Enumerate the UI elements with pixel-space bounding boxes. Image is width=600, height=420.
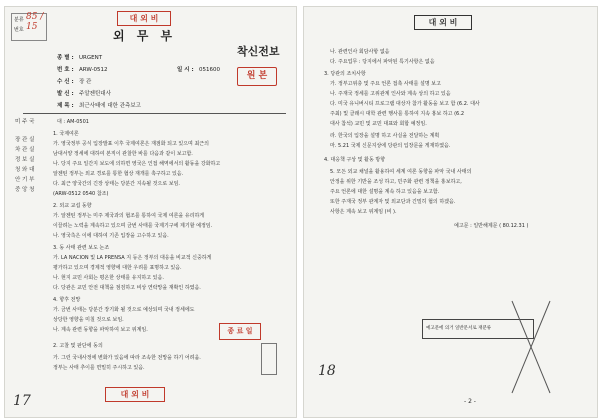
handwritten-page-number: 17 xyxy=(13,393,31,409)
header-subject xyxy=(57,101,141,109)
classified-stamp-top: 대 외 비 xyxy=(117,11,171,26)
body-line: 다. 최근 양국간의 긴장 상태는 당분간 지속될 것으로 보임. xyxy=(53,181,180,187)
subject-value: 최근사태에 대한 관측보고 xyxy=(79,103,141,109)
right-body-line: 5. 모든 외교 채널을 활용하여 세계 여론 동향을 파악 국내 사태의 xyxy=(330,169,472,175)
telegram-title: 착신전보 xyxy=(237,45,280,58)
priority-label: 종 별 : xyxy=(57,55,74,61)
classified-stamp-bottom: 대 외 비 xyxy=(105,387,165,402)
expiry-stamp: 종 료 일 xyxy=(219,323,261,340)
body-line: (ARW-0512 0540 참조) xyxy=(53,191,109,197)
ministry-title: 외 무 부 xyxy=(113,29,177,43)
right-body-line: 4. 대응책 구상 및 활동 방향 xyxy=(324,157,386,163)
body-line: 1. 국제여론 xyxy=(53,131,79,137)
classification-corner-box xyxy=(11,13,47,41)
cross-out-mark xyxy=(510,297,552,397)
right-body-line: 또한 주재국 정부 관계자 및 외교단과 긴밀히 협의 하겠음. xyxy=(330,199,456,205)
date-value: 051600 xyxy=(199,67,220,73)
body-line: 나. 계속 관련 동향을 파악하여 보고 위계임. xyxy=(53,327,148,333)
body-line: 알젠틴 정부는 외교 경로를 통한 협상 재개를 촉구하고 있음. xyxy=(53,171,184,177)
body-line: 나. 영국측은 이에 대하여 기존 입장을 고수하고 있음. xyxy=(53,233,169,239)
left-page xyxy=(4,6,297,418)
margin-label-2: 장 관 실 xyxy=(15,137,35,143)
header-from xyxy=(57,89,111,97)
declassification-note: 예고문 : 일반해제문 ( 80.12.31 ) xyxy=(454,223,529,229)
handwritten-page-number-right: 18 xyxy=(318,363,336,379)
number-label: 번 호 : xyxy=(57,67,74,73)
to-value: 장 관 xyxy=(79,79,92,85)
right-body-line: 라. 한국의 입장을 설명 하고 사실을 전달하는 계획 xyxy=(330,133,440,139)
corner-line-2: 번호 xyxy=(14,27,24,33)
right-body-line: 다. 주요업무 : 당지에서 파악된 특기사항은 없음 xyxy=(330,59,435,65)
body-line: 이끌려는 노력을 계속하고 있으며 금번 사태를 국제기구에 제기할 예정임. xyxy=(53,223,213,229)
right-body-line: 마. 5.21 국제 신문지상에 당관의 입장문을 게재하였음. xyxy=(330,143,451,149)
right-body-line: 주요 언론에 대한 설명을 계속 하고 있음을 보고함. xyxy=(330,189,440,195)
right-body-line: 다. 미국 유니버시티 프로그램 대상자 참가 활동을 보고 함 (6.2. 대사 xyxy=(330,101,480,107)
body-line: 가. 영국정부 공식 입장발표 이후 국제여론은 재점화 되고 있으며 최근의 xyxy=(53,141,209,147)
right-body-line: 안정을 위한 기반을 조성 하고, 민주화 관련 정책을 홍보하고, xyxy=(330,179,462,185)
body-line: 가. LA NACION 및 LA PRENSA 지 등은 정부의 대응을 비교적 신중하게 xyxy=(53,255,212,261)
subject-label: 제 목 : xyxy=(57,103,74,109)
classified-stamp-top-right: 대 외 비 xyxy=(414,15,472,30)
from-value: 주알젠틴대사 xyxy=(79,91,111,97)
right-body-line: 대사 참석) 교민 및 교민 대표와 회합 예정임. xyxy=(330,121,427,127)
body-line: 가. 금번 사태는 당분간 장기화 될 것으로 예상되며 국내 정세에도 xyxy=(53,307,195,313)
body-line: 3. 동 사태 관련 보도 논조 xyxy=(53,245,110,251)
body-line: 다. 당관은 교민 안전 대책을 점검하고 비상 연락망을 재확인 하였음. xyxy=(53,285,201,291)
right-body-line: 나. 주재국 정세를 고위관계 인사와 계속 상의 하고 있음 xyxy=(330,91,451,97)
margin-label-6: 안 기 부 xyxy=(15,177,35,183)
reclassification-text: 예고문에 의거 일반문서로 재분류 xyxy=(426,326,492,331)
body-line: 나. 현지 교민 사회는 평온한 상태를 유지하고 있음. xyxy=(53,275,164,281)
margin-label-7: 중 앙 청 xyxy=(15,187,35,193)
body-line: 가. 알젠틴 정부는 미주 제국과의 협조를 통하여 국제 여론을 유리하게 xyxy=(53,213,205,219)
body-line: 4. 향후 전망 xyxy=(53,297,81,303)
page-number: - 2 - xyxy=(464,398,476,405)
right-page xyxy=(303,6,598,418)
margin-label-3: 차 관 실 xyxy=(15,147,35,153)
priority-value: URGENT xyxy=(79,55,103,61)
body-line: 2. 외교 교섭 동향 xyxy=(53,203,92,209)
header-date xyxy=(177,65,220,73)
margin-box xyxy=(261,343,277,375)
body-line: 2. 고찰 및 판단에 동의 xyxy=(53,343,103,349)
header-number xyxy=(57,65,108,73)
header-to xyxy=(57,77,91,85)
right-body-line: 사항은 계속 보고 위계임 (비 ). xyxy=(330,209,397,215)
body-line: 남대서양 정세에 대하여 본직이 관찰한 바를 다음과 같이 보고함. xyxy=(53,151,193,157)
to-label: 수 신 : xyxy=(57,79,74,85)
date-label: 일 시 : xyxy=(177,67,194,73)
right-body-line: 주최) 및 클래시 대학 관련 행사를 통하여 지속 홍보 하고 (6.2 xyxy=(330,111,465,117)
handwritten-number: 85 / 15 xyxy=(26,12,44,32)
margin-label-5: 청 와 대 xyxy=(15,167,35,173)
body-line: 상당한 영향을 미칠 것으로 보임. xyxy=(53,317,124,323)
number-value: ARW-0512 xyxy=(79,67,108,73)
original-stamp: 원 본 xyxy=(237,67,277,86)
margin-label-4: 정 보 실 xyxy=(15,157,35,163)
header-divider xyxy=(23,113,286,114)
reference-line: 대 : AM-0501 xyxy=(57,119,89,125)
corner-line-1: 분류 xyxy=(14,17,24,23)
from-label: 발 신 : xyxy=(57,91,74,97)
header-priority xyxy=(57,53,102,61)
body-line: 나. 당지 주요 일간지 보도에 의하면 영국은 인접 해역에서의 활동을 강화하고 xyxy=(53,161,221,167)
body-line: 가. 그런 국내사정에 변화가 있음에 따라 조속한 전망을 하기 어려움. xyxy=(53,355,201,361)
right-body-line: 3. 당관의 조치사항 xyxy=(324,71,366,77)
right-body-line: 나. 관련인사 회담사항 없음 xyxy=(330,49,390,55)
margin-label-1: 미 주 국 xyxy=(15,119,35,125)
body-line: 평가하고 있으며 경제적 영향에 대한 우려를 표명하고 있음. xyxy=(53,265,182,271)
body-line: 정부는 사태 추이를 면밀히 주시하고 있음. xyxy=(53,365,145,371)
right-body-line: 가. 정부고위층 및 주요 언론 접촉 사태를 설명 보고 xyxy=(330,81,441,87)
